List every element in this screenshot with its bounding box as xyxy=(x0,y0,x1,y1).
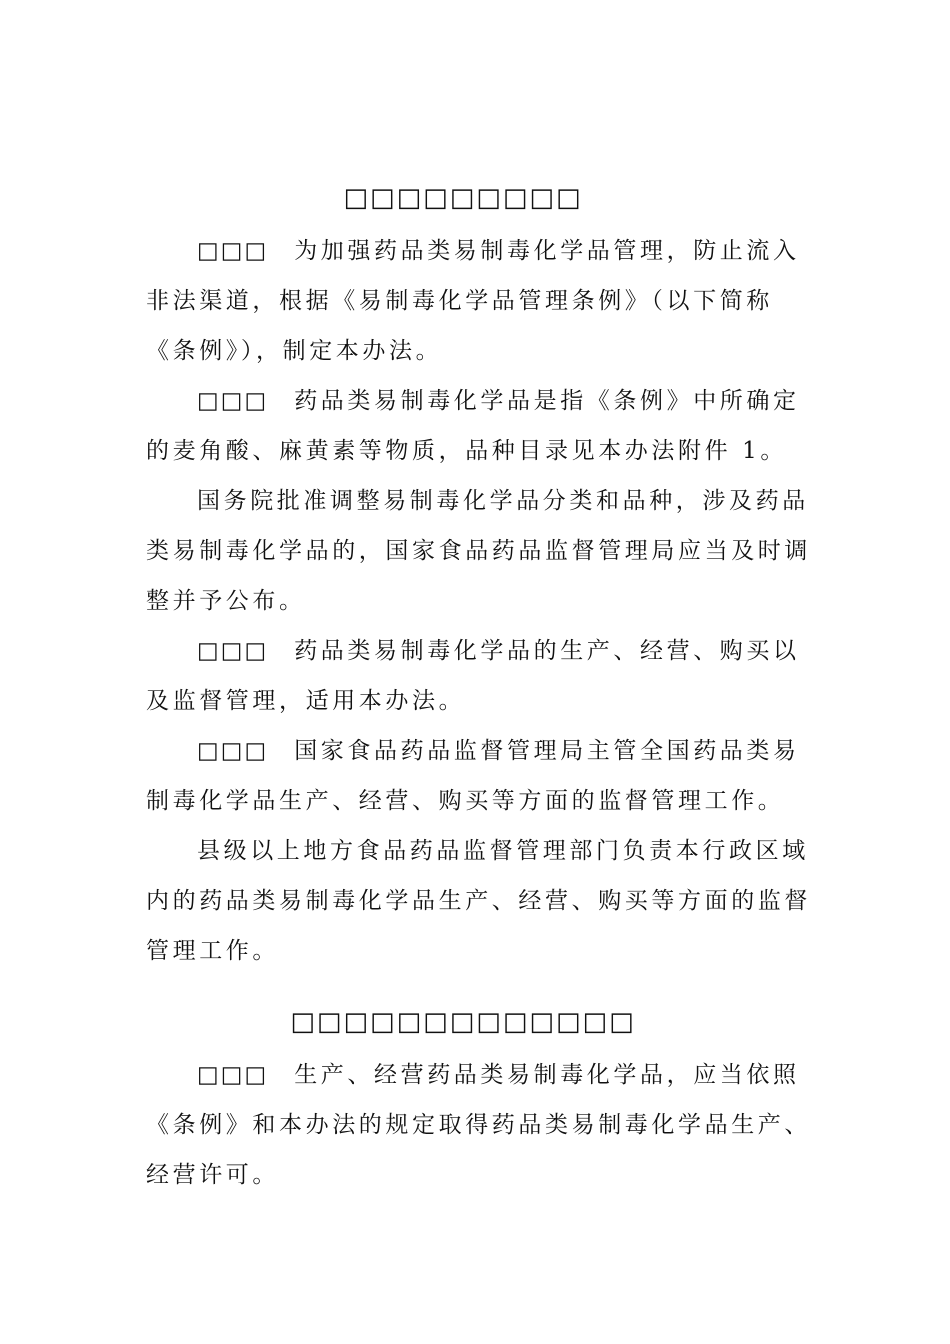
article-2-paragraph-2 xyxy=(146,476,811,626)
paragraph-line: 整并予公布。 xyxy=(146,588,306,614)
paragraph-line xyxy=(146,726,800,776)
paragraph-line: 县级以上地方食品药品监督管理部门负责本行政区域 xyxy=(197,838,809,864)
article-label: □□□ xyxy=(197,238,269,264)
paragraph-line xyxy=(146,226,800,276)
chapter-2-title: □□□□□□□□□□□□□ xyxy=(290,1007,636,1037)
paragraph-text: 药品类易制毒化学品的生产、经营、购买以 xyxy=(294,638,800,664)
article-3 xyxy=(146,626,800,726)
paragraph-line: 《条例》），制定本办法。 xyxy=(146,338,443,364)
paragraph-text: 药品类易制毒化学品是指《条例》中所确定 xyxy=(294,388,800,414)
paragraph-line: 经营许可。 xyxy=(146,1162,279,1188)
article-label: □□□ xyxy=(197,1062,269,1088)
paragraph-line: 内的药品类易制毒化学品生产、经营、购买等方面的监督 xyxy=(146,888,811,914)
paragraph-text: 生产、经营药品类易制毒化学品，应当依照 xyxy=(294,1062,800,1088)
paragraph-line xyxy=(146,1050,800,1100)
paragraph-line: 《条例》和本办法的规定取得药品类易制毒化学品生产、 xyxy=(146,1112,811,1138)
chapter-1-title: □□□□□□□□□ xyxy=(343,183,583,213)
paragraph-text: 为加强药品类易制毒化学品管理，防止流入 xyxy=(294,238,800,264)
article-1 xyxy=(146,226,800,376)
article-label: □□□ xyxy=(197,738,269,764)
paragraph-line xyxy=(146,626,800,676)
article-4-paragraph-2 xyxy=(146,826,811,976)
paragraph-line: 非法渠道，根据《易制毒化学品管理条例》（以下简称 xyxy=(146,288,773,314)
article-4 xyxy=(146,726,800,826)
paragraph-line: 国务院批准调整易制毒化学品分类和品种，涉及药品 xyxy=(197,488,809,514)
paragraph-line xyxy=(146,376,800,426)
paragraph-line: 及监督管理，适用本办法。 xyxy=(146,688,466,714)
article-label: □□□ xyxy=(197,388,269,414)
paragraph-line: 管理工作。 xyxy=(146,938,279,964)
paragraph-line: 制毒化学品生产、经营、购买等方面的监督管理工作。 xyxy=(146,788,785,814)
paragraph-line: 类易制毒化学品的，国家食品药品监督管理局应当及时调 xyxy=(146,538,811,564)
paragraph-text: 国家食品药品监督管理局主管全国药品类易 xyxy=(294,738,800,764)
article-2 xyxy=(146,376,800,476)
article-5 xyxy=(146,1050,811,1200)
article-label: □□□ xyxy=(197,638,269,664)
paragraph-line: 的麦角酸、麻黄素等物质，品种目录见本办法附件 1。 xyxy=(146,438,787,464)
